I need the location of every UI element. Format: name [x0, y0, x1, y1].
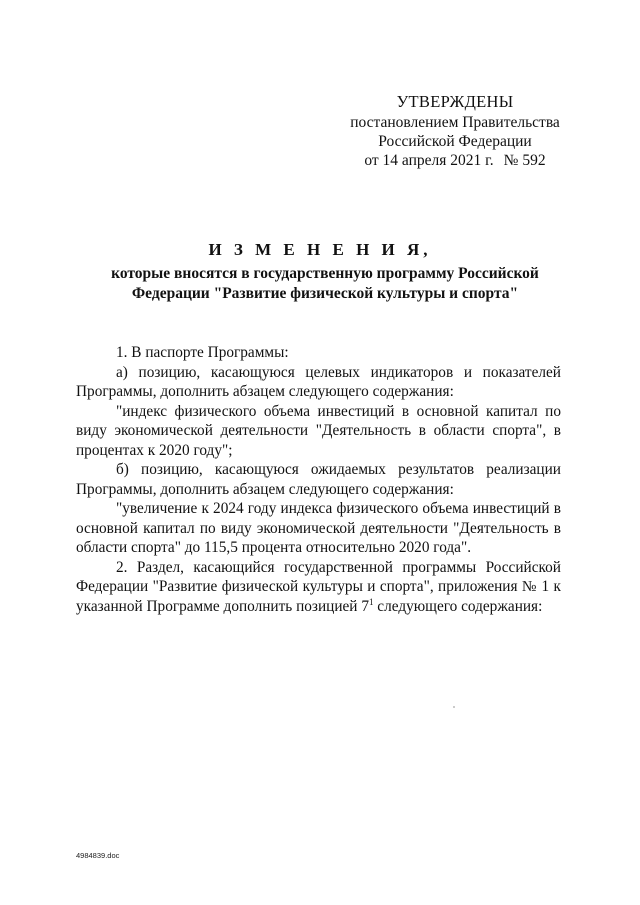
document-title: И З М Е Н Е Н И Я, [208, 240, 432, 259]
paragraph-2 [76, 558, 561, 617]
approval-block [330, 92, 580, 170]
paragraph-1b-quote: "увеличение к 2024 году индекса физического объема инвестиций в основной капитал по виду экономической деятельности "Деятельность в области спорта" до 115,5 процента относительно 2020 года". [76, 500, 561, 556]
approval-number: 592 [522, 152, 546, 169]
subtitle-line-2: Федерации "Развитие физической культуры и спорта" [131, 285, 519, 302]
approval-date-line [330, 151, 580, 170]
paragraph-2-ending: следующего содержания: [373, 597, 543, 615]
paragraph-1: 1. В паспорте Программы: [116, 344, 289, 361]
approval-line-1: постановлением Правительства [350, 114, 560, 131]
approval-date: от 14 апреля 2021 г. [364, 152, 494, 169]
subtitle-line-1: которые вносятся в государственную программу Российской [111, 265, 539, 282]
paragraph-1a-quote: "индекс физического объема инвестиций в основной капитал по виду экономической деятельности "Деятельность в области спорта", в процентах к 2020 году"; [76, 402, 561, 459]
paragraph-2-text: 2. Раздел, касающийся государственной программы Российской Федерации "Развитие физической культуры и спорта", приложения № 1 к указанной Программе дополнить позицией 7 [76, 558, 561, 615]
approval-number-sign: № [503, 152, 519, 169]
paragraph-1a: а) позицию, касающуюся целевых индикаторов и показателей Программы, дополнить абзацем следующего содержания: [76, 363, 561, 400]
approval-line-2: Российской Федерации [378, 133, 532, 150]
paragraph-1b: б) позицию, касающуюся ожидаемых результатов реализации Программы, дополнить абзацем следующего содержания: [76, 461, 561, 498]
footer-filename: 4984839.doc [76, 851, 120, 860]
approval-stamp: УТВЕРЖДЕНЫ [396, 92, 514, 111]
position-superscript: 1 [368, 596, 374, 607]
document-subtitle [90, 264, 560, 304]
scan-speck [453, 706, 455, 708]
document-body [76, 343, 561, 616]
